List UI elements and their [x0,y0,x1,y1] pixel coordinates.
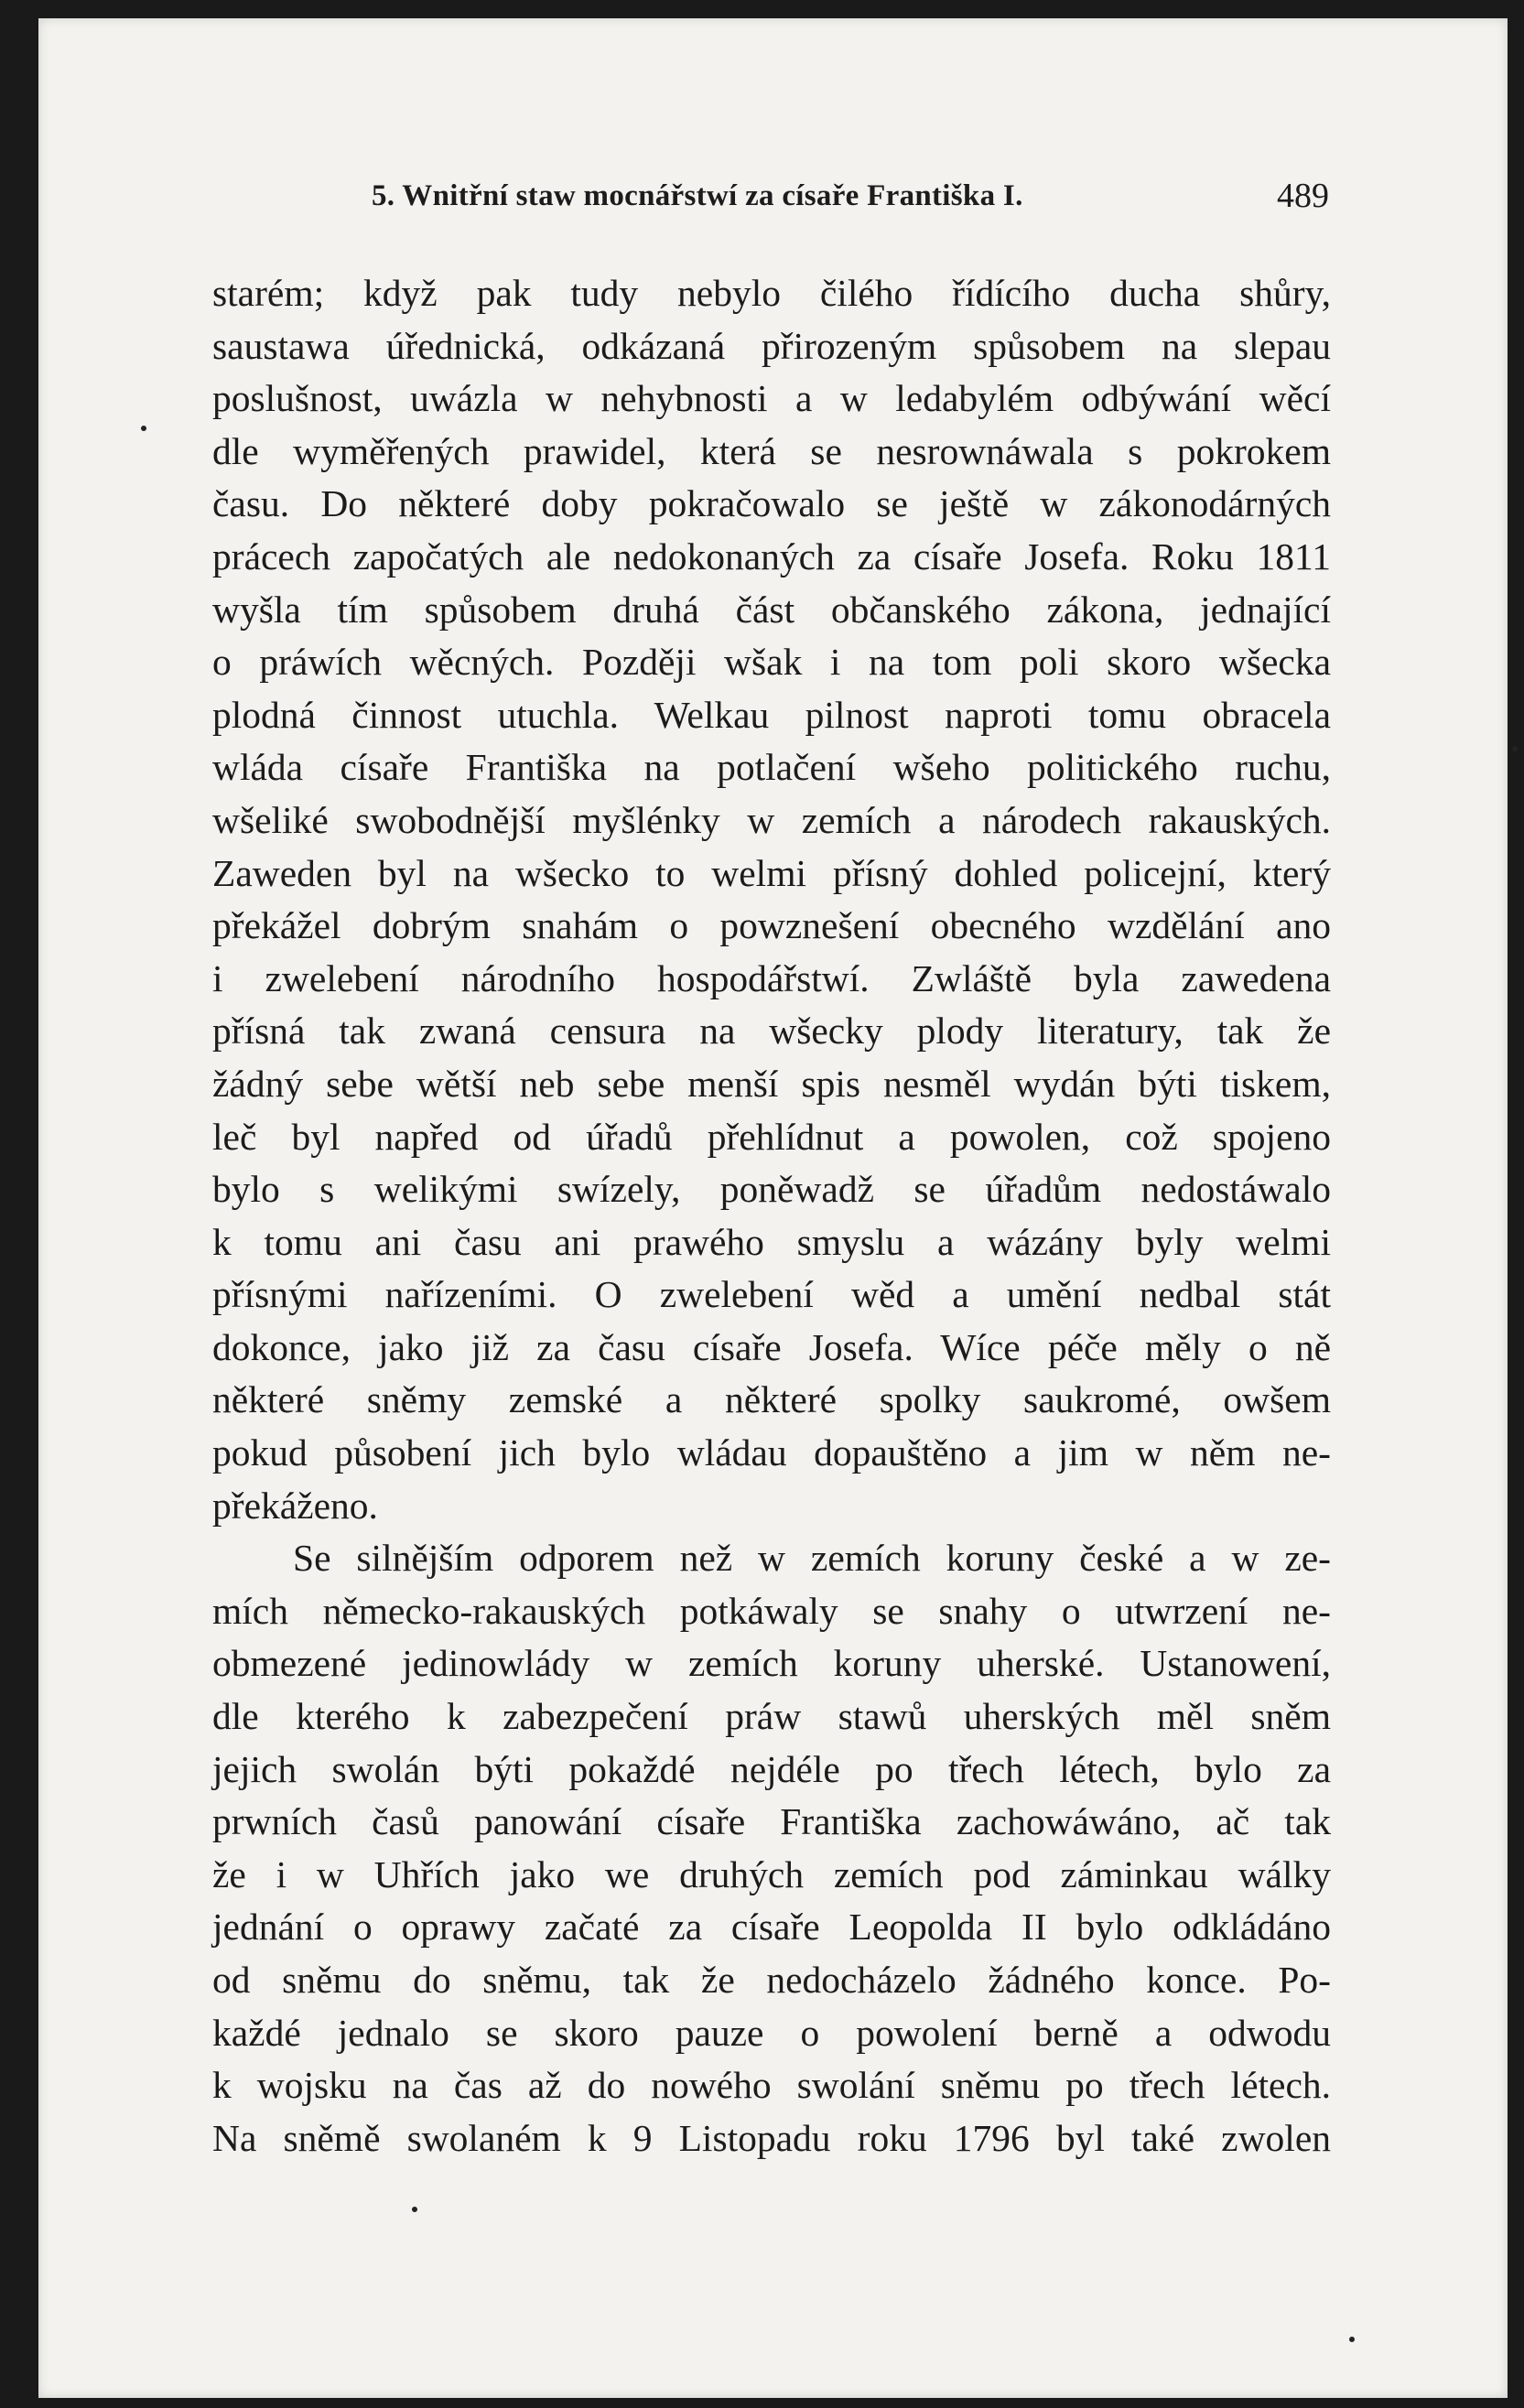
text-line: Zaweden byl na wšecko to welmi přísný dohled policejní, který [212,851,1331,894]
text-line: plodná činnost utuchla. Welkau pilnost naproti tomu obracela [212,693,1331,736]
scan-speck [1512,746,1518,751]
text-line: o práwích wěcných. Později wšak i na tom poli skoro wšecka [212,641,1331,684]
text-line: i zwelebení národního hospodářstwí. Zwláště byla zawedena [212,956,1331,999]
running-head: 5. Wnitřní staw mocnářstwí za císaře Františka I. [372,179,1023,212]
scan-speck [412,2207,417,2212]
text-line: dle kterého k zabezpečení práw stawů uherských měl sněm [212,1695,1331,1738]
scan-speck [1349,2337,1355,2342]
text-line: saustawa úřednická, odkázaná přirozeným spůsobem na slepau [212,324,1331,367]
paragraph-2 [212,1532,1331,2165]
text-line: času. Do některé doby pokračowalo se ještě w zákonodárných [212,482,1331,525]
text-line: obmezené jedinowlády w zemích koruny uherské. Ustanowení, [212,1642,1331,1685]
text-line: wšeliké swobodnější myšlénky w zemích a národech rakauských. [212,798,1331,841]
text-line: prácech započatých ale nedokonaných za císaře Josefa. Roku 1811 [212,535,1331,578]
text-line: překážel dobrým snahám o powznešení obecného wzdělání ano [212,904,1331,947]
text-line: jejich swolán býti pokaždé nejdéle po třech létech, bylo za [212,1747,1331,1790]
text-line: wyšla tím spůsobem druhá část občanského zákona, jednající [212,588,1331,631]
text-line: bylo s welikými swízely, poněwadž se úřadům nedostáwalo [212,1168,1331,1211]
scan-speck [141,426,146,431]
body-text [212,267,1331,2165]
text-line: k wojsku na čas až do nowého swolání sněmu po třech létech. [212,2064,1331,2107]
text-line: dle wyměřených prawidel, která se nesrownáwala s pokrokem [212,429,1331,472]
text-line: od sněmu do sněmu, tak že nedocházelo žádného konce. Po- [212,1959,1331,2001]
text-line: přísnými nařízeními. O zwelebení wěd a umění nedbal stát [212,1273,1331,1316]
text-line: překáženo. [212,1484,378,1527]
text-line: leč byl napřed od úřadů přehlídnut a powolen, což spojeno [212,1115,1331,1158]
text-line: starém; když pak tudy nebylo čilého řídícího ducha shůry, [212,272,1331,314]
text-line: poslušnost, uwázla w nehybnosti a w ledabylém odbýwání wěcí [212,377,1331,420]
page-header [333,174,1329,229]
text-line: prwních časů panowání císaře Františka zachowáwáno, ač tak [212,1800,1331,1843]
text-line: mích německo-rakauských potkáwaly se snahy o utwrzení ne- [212,1589,1331,1632]
text-line: Na sněmě swolaném k 9 Listopadu roku 1796 byl také zwolen [212,2116,1331,2159]
text-line: přísná tak zwaná censura na wšecky plody literatury, tak že [212,1010,1331,1053]
text-line: dokonce, jako již za času císaře Josefa. Wíce péče měly o ně [212,1325,1331,1368]
text-line: wláda císaře Františka na potlačení wšeho politického ruchu, [212,746,1331,789]
text-line: každé jednalo se skoro pauze o powolení berně a odwodu [212,2011,1331,2054]
text-line: žádný sebe wětší neb sebe menší spis nesměl wydán býti tiskem, [212,1062,1331,1105]
page-number: 489 [1277,177,1329,215]
book-page [38,18,1508,2398]
paragraph-1 [212,267,1331,1532]
text-line: pokud působení jich bylo wládau dopauštěno a jim w něm ne- [212,1431,1331,1474]
text-line: Se silnějším odporem než w zemích koruny české a w ze- [293,1537,1331,1580]
text-line: k tomu ani času ani prawého smyslu a wázány byly welmi [212,1220,1331,1263]
text-line: že i w Uhřích jako we druhých zemích pod záminkau wálky [212,1852,1331,1895]
text-line: jednání o oprawy začaté za císaře Leopolda II bylo odkládáno [212,1906,1331,1949]
text-line: některé sněmy zemské a některé spolky saukromé, owšem [212,1378,1331,1421]
